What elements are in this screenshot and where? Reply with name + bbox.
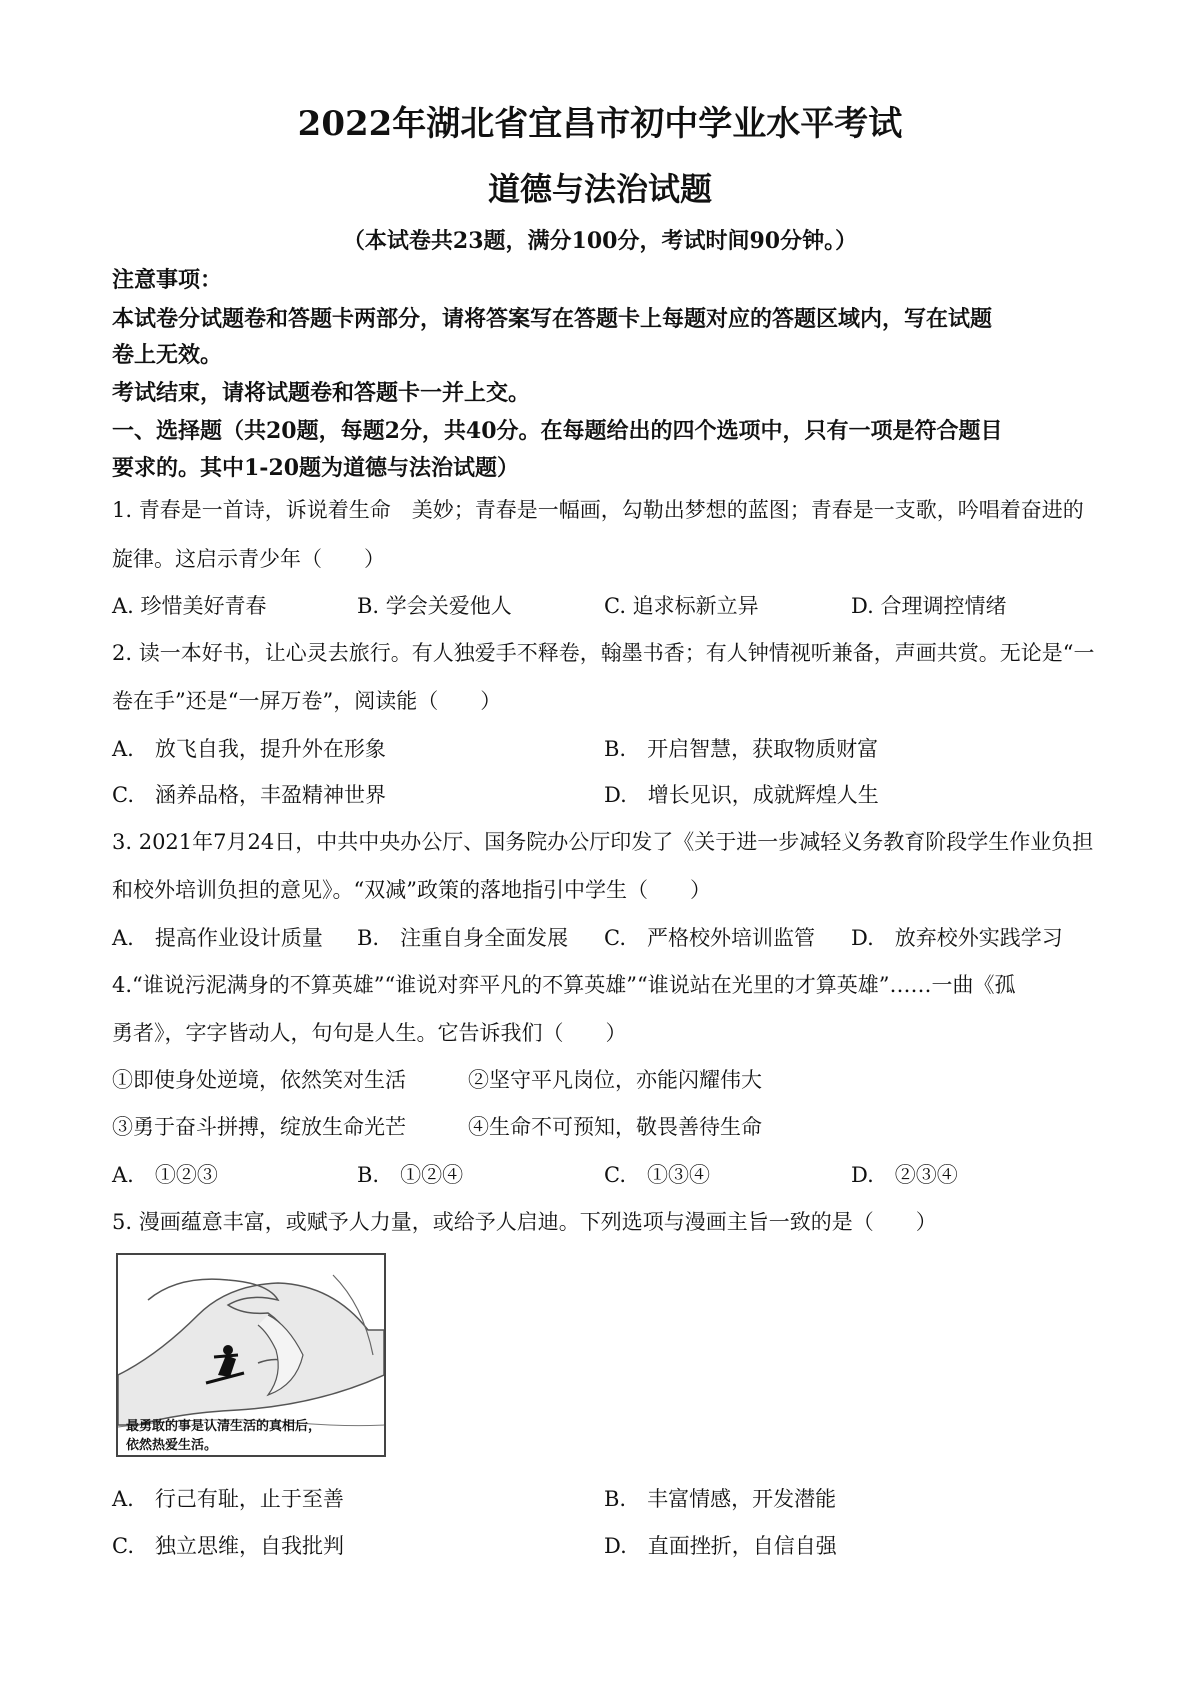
q5-cartoon-drawing	[118, 1255, 384, 1455]
q4-statement-2: ②坚守平凡岗位，亦能闪耀伟大	[468, 1068, 762, 1092]
q2-stem-line-2: 卷在手”还是“一屏万卷”，阅读能（ ）	[112, 689, 502, 713]
notice-line-1: 本试卷分试题卷和答题卡两部分，请将答案写在答题卡上每题对应的答题区域内，写在试题	[112, 306, 993, 332]
q5-option-d[interactable]: D. 直面挫折，自信自强	[604, 1534, 837, 1558]
q5-option-b[interactable]: B. 丰富情感，开发潜能	[604, 1487, 837, 1511]
q2-option-d[interactable]: D. 增长见识，成就辉煌人生	[604, 783, 879, 807]
section-heading-line-2: 要求的。其中1-20题为道德与法治试题）	[112, 455, 520, 481]
q4-option-c[interactable]: C. ①③④	[604, 1163, 710, 1187]
q1-option-c[interactable]: C. 追求标新立异	[604, 594, 759, 618]
q1-option-b[interactable]: B. 学会关爱他人	[357, 594, 512, 618]
q5-cartoon-image	[116, 1253, 386, 1457]
q3-stem-line-1: 3. 2021年7月24日，中共中央办公厅、国务院办公厅印发了《关于进一步减轻义务教育阶段学生作业负担	[112, 830, 1094, 854]
q4-statement-1: ①即使身处逆境，依然笑对生活	[112, 1068, 406, 1092]
exam-info: （本试卷共23题，满分100分，考试时间90分钟。）	[342, 228, 858, 254]
q3-option-a[interactable]: A. 提高作业设计质量	[112, 926, 323, 950]
q4-option-d[interactable]: D. ②③④	[851, 1163, 958, 1187]
q1-option-d[interactable]: D. 合理调控情绪	[851, 594, 1007, 618]
q1-option-a[interactable]: A. 珍惜美好青春	[112, 594, 267, 618]
exam-subtitle: 道德与法治试题	[487, 170, 712, 208]
q2-option-c[interactable]: C. 涵养品格，丰盈精神世界	[112, 783, 386, 807]
notice-line-3: 考试结束，请将试题卷和答题卡一并上交。	[112, 380, 531, 406]
q2-option-b[interactable]: B. 开启智慧，获取物质财富	[604, 737, 879, 761]
q3-option-d[interactable]: D. 放弃校外实践学习	[851, 926, 1063, 950]
q2-stem-line-1: 2. 读一本好书，让心灵去旅行。有人独爱手不释卷，翰墨书香；有人钟情视听兼备，声画共赏。无论是“一	[112, 641, 1095, 665]
q4-stem-line-2: 勇者》，字字皆动人，句句是人生。它告诉我们（ ）	[112, 1021, 627, 1045]
q3-option-b[interactable]: B. 注重自身全面发展	[357, 926, 569, 950]
q4-option-a[interactable]: A. ①②③	[112, 1163, 218, 1187]
q5-option-c[interactable]: C. 独立思维，自我批判	[112, 1534, 344, 1558]
q4-statement-4: ④生命不可预知，敬畏善待生命	[468, 1115, 762, 1139]
q4-statement-3: ③勇于奋斗拼搏，绽放生命光芒	[112, 1115, 406, 1139]
q3-stem-line-2: 和校外培训负担的意见》。“双减”政策的落地指引中学生（ ）	[112, 878, 711, 902]
q2-option-a[interactable]: A. 放飞自我，提升外在形象	[112, 737, 386, 761]
q4-option-b[interactable]: B. ①②④	[357, 1163, 464, 1187]
q3-option-c[interactable]: C. 严格校外培训监管	[604, 926, 815, 950]
notice-line-2: 卷上无效。	[112, 342, 223, 368]
q5-cartoon-caption-line-1: 最勇敢的事是认清生活的真相后，	[126, 1419, 322, 1434]
q5-option-a[interactable]: A. 行己有耻，止于至善	[112, 1487, 344, 1511]
q5-cartoon-caption-line-2: 依然热爱生活。	[126, 1438, 218, 1453]
exam-title: 2022年湖北省宜昌市初中学业水平考试	[297, 104, 903, 144]
q1-stem-line-1: 1. 青春是一首诗，诉说着生命 美妙；青春是一幅画，勾勒出梦想的蓝图；青春是一支歌，吟唱着奋进的	[112, 498, 1084, 522]
q5-stem: 5. 漫画蕴意丰富，或赋予人力量，或给予人启迪。下列选项与漫画主旨一致的是（ ）	[112, 1210, 937, 1234]
section-heading-line-1: 一、选择题（共20题，每题2分，共40分。在每题给出的四个选项中，只有一项是符合题目	[112, 418, 1003, 444]
notice-heading: 注意事项：	[112, 267, 223, 293]
q4-stem-line-1: 4.“谁说污泥满身的不算英雄”“谁说对弈平凡的不算英雄”“谁说站在光里的才算英雄”……一曲《孤	[112, 973, 1016, 997]
q1-stem-line-2: 旋律。这启示青少年（ ）	[112, 547, 385, 571]
